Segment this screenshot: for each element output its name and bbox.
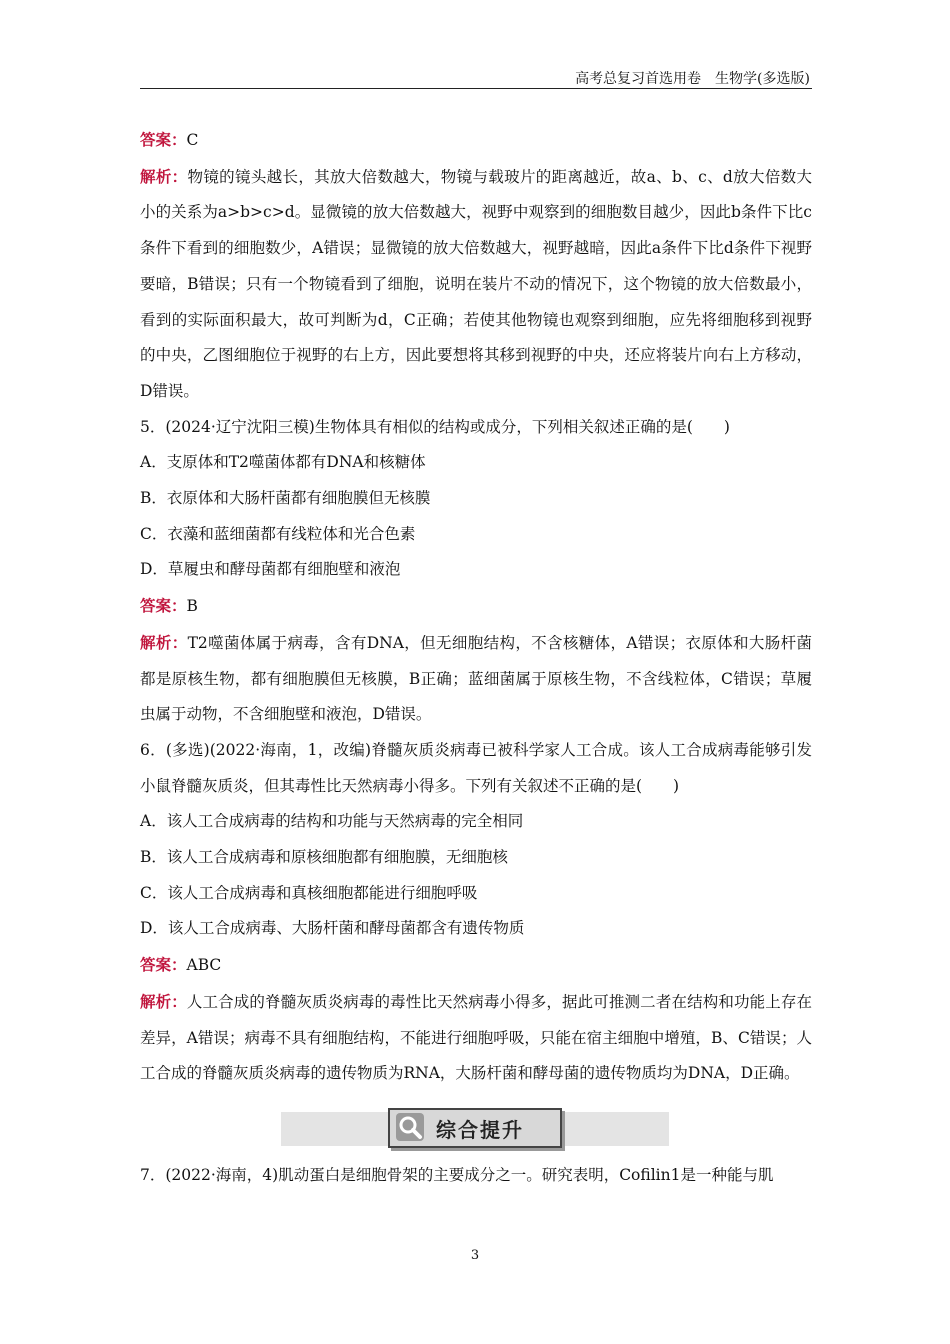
q4-analysis [140, 159, 812, 410]
analysis-text: 物镜的镜头越长，其放大倍数越大，物镜与载玻片的距离越近，故a、b、c、d放大倍数大小的关系为a>b>c>d。显微镜的放大倍数越大，视野中观察到的细胞数目越少，因此b条件下比c条件下看到的细胞数少，A错误；显微镜的放大倍数越大，视野越暗，因此a条件下比d条件下视野要暗，B错误；只有一个物镜看到了细胞，说明在装片不动的情况下，这个物镜的放大倍数最小，看到的实际面积最大，故可判断为d，C正确；若使其他物镜也观察到细胞，应先将细胞移到视野的中央，乙图细胞位于视野的右上方，因此要想将其移到视野的中央，还应将装片向右上方移动，D错误。 [140, 167, 812, 400]
q4-answer [140, 122, 812, 159]
q5-answer [140, 588, 812, 625]
analysis-text: T2噬菌体属于病毒，含有DNA，但无细胞结构，不含核糖体，A错误；衣原体和大肠杆菌都是原核生物，都有细胞膜但无核膜，B正确；蓝细菌属于原核生物，不含线粒体，C错误；草履虫属于动物，不含细胞壁和液泡，D错误。 [140, 633, 812, 724]
analysis-label: 解析： [140, 991, 187, 1011]
q6-option-b: B．该人工合成病毒和原核细胞都有细胞膜，无细胞核 [140, 848, 508, 867]
page-header [140, 62, 812, 89]
page-number: 3 [470, 1248, 480, 1263]
q5-option-b: B．衣原体和大肠杆菌都有细胞膜但无核膜 [140, 489, 431, 508]
analysis-label: 解析： [140, 632, 188, 652]
banner-box [388, 1108, 562, 1148]
answer-value: C [186, 131, 199, 149]
page-content [140, 122, 812, 1194]
answer-value: B [186, 597, 198, 616]
answer-label: 答案： [140, 130, 187, 149]
q6-option-c: C．该人工合成病毒和真核细胞都能进行细胞呼吸 [140, 883, 478, 902]
q6-answer [140, 947, 812, 984]
answer-label: 答案： [140, 596, 187, 616]
section-banner [140, 1098, 812, 1154]
q5-option-d: D．草履虫和酵母菌都有细胞壁和液泡 [140, 560, 401, 579]
q5-stem: 5．(2024·辽宁沈阳三模)生物体具有相似的结构或成分，下列相关叙述正确的是( ) [140, 417, 730, 436]
header-title: 高考总复习首选用卷 生物学(多选版) [575, 71, 810, 87]
analysis-text: 人工合成的脊髓灰质炎病毒的毒性比天然病毒小得多，据此可推测二者在结构和功能上存在差异，A错误；病毒不具有细胞结构，不能进行细胞呼吸，只能在宿主细胞中增殖，B、C错误；人工合成的脊髓灰质炎病毒的遗传物质为RNA，大肠杆菌和酵母菌的遗传物质均为DNA，D正确。 [140, 992, 812, 1083]
q5-option-c: C．衣藻和蓝细菌都有线粒体和光合色素 [140, 524, 416, 543]
q7-stem: 7．(2022·海南，4)肌动蛋白是细胞骨架的主要成分之一。研究表明，Cofilin1是一种能与肌 [140, 1165, 774, 1184]
q5-option-a: A．支原体和T2噬菌体都有DNA和核糖体 [140, 453, 426, 472]
magnifier-icon [396, 1113, 424, 1141]
answer-value: ABC [186, 956, 222, 975]
q6-stem: 6．(多选)(2022·海南，1，改编)脊髓灰质炎病毒已被科学家人工合成。该人工合成病毒能够引发小鼠脊髓灰质炎，但其毒性比天然病毒小得多。下列有关叙述不正确的是( ) [140, 740, 812, 795]
q6-option-d: D．该人工合成病毒、大肠杆菌和酵母菌都含有遗传物质 [140, 919, 525, 938]
q6-analysis [140, 984, 812, 1092]
q5-analysis [140, 625, 812, 733]
answer-label: 答案： [140, 955, 187, 975]
q6-option-a: A．该人工合成病毒的结构和功能与天然病毒的完全相同 [140, 812, 524, 831]
banner-title: 综合提升 [436, 1117, 524, 1142]
analysis-label: 解析： [140, 166, 188, 186]
